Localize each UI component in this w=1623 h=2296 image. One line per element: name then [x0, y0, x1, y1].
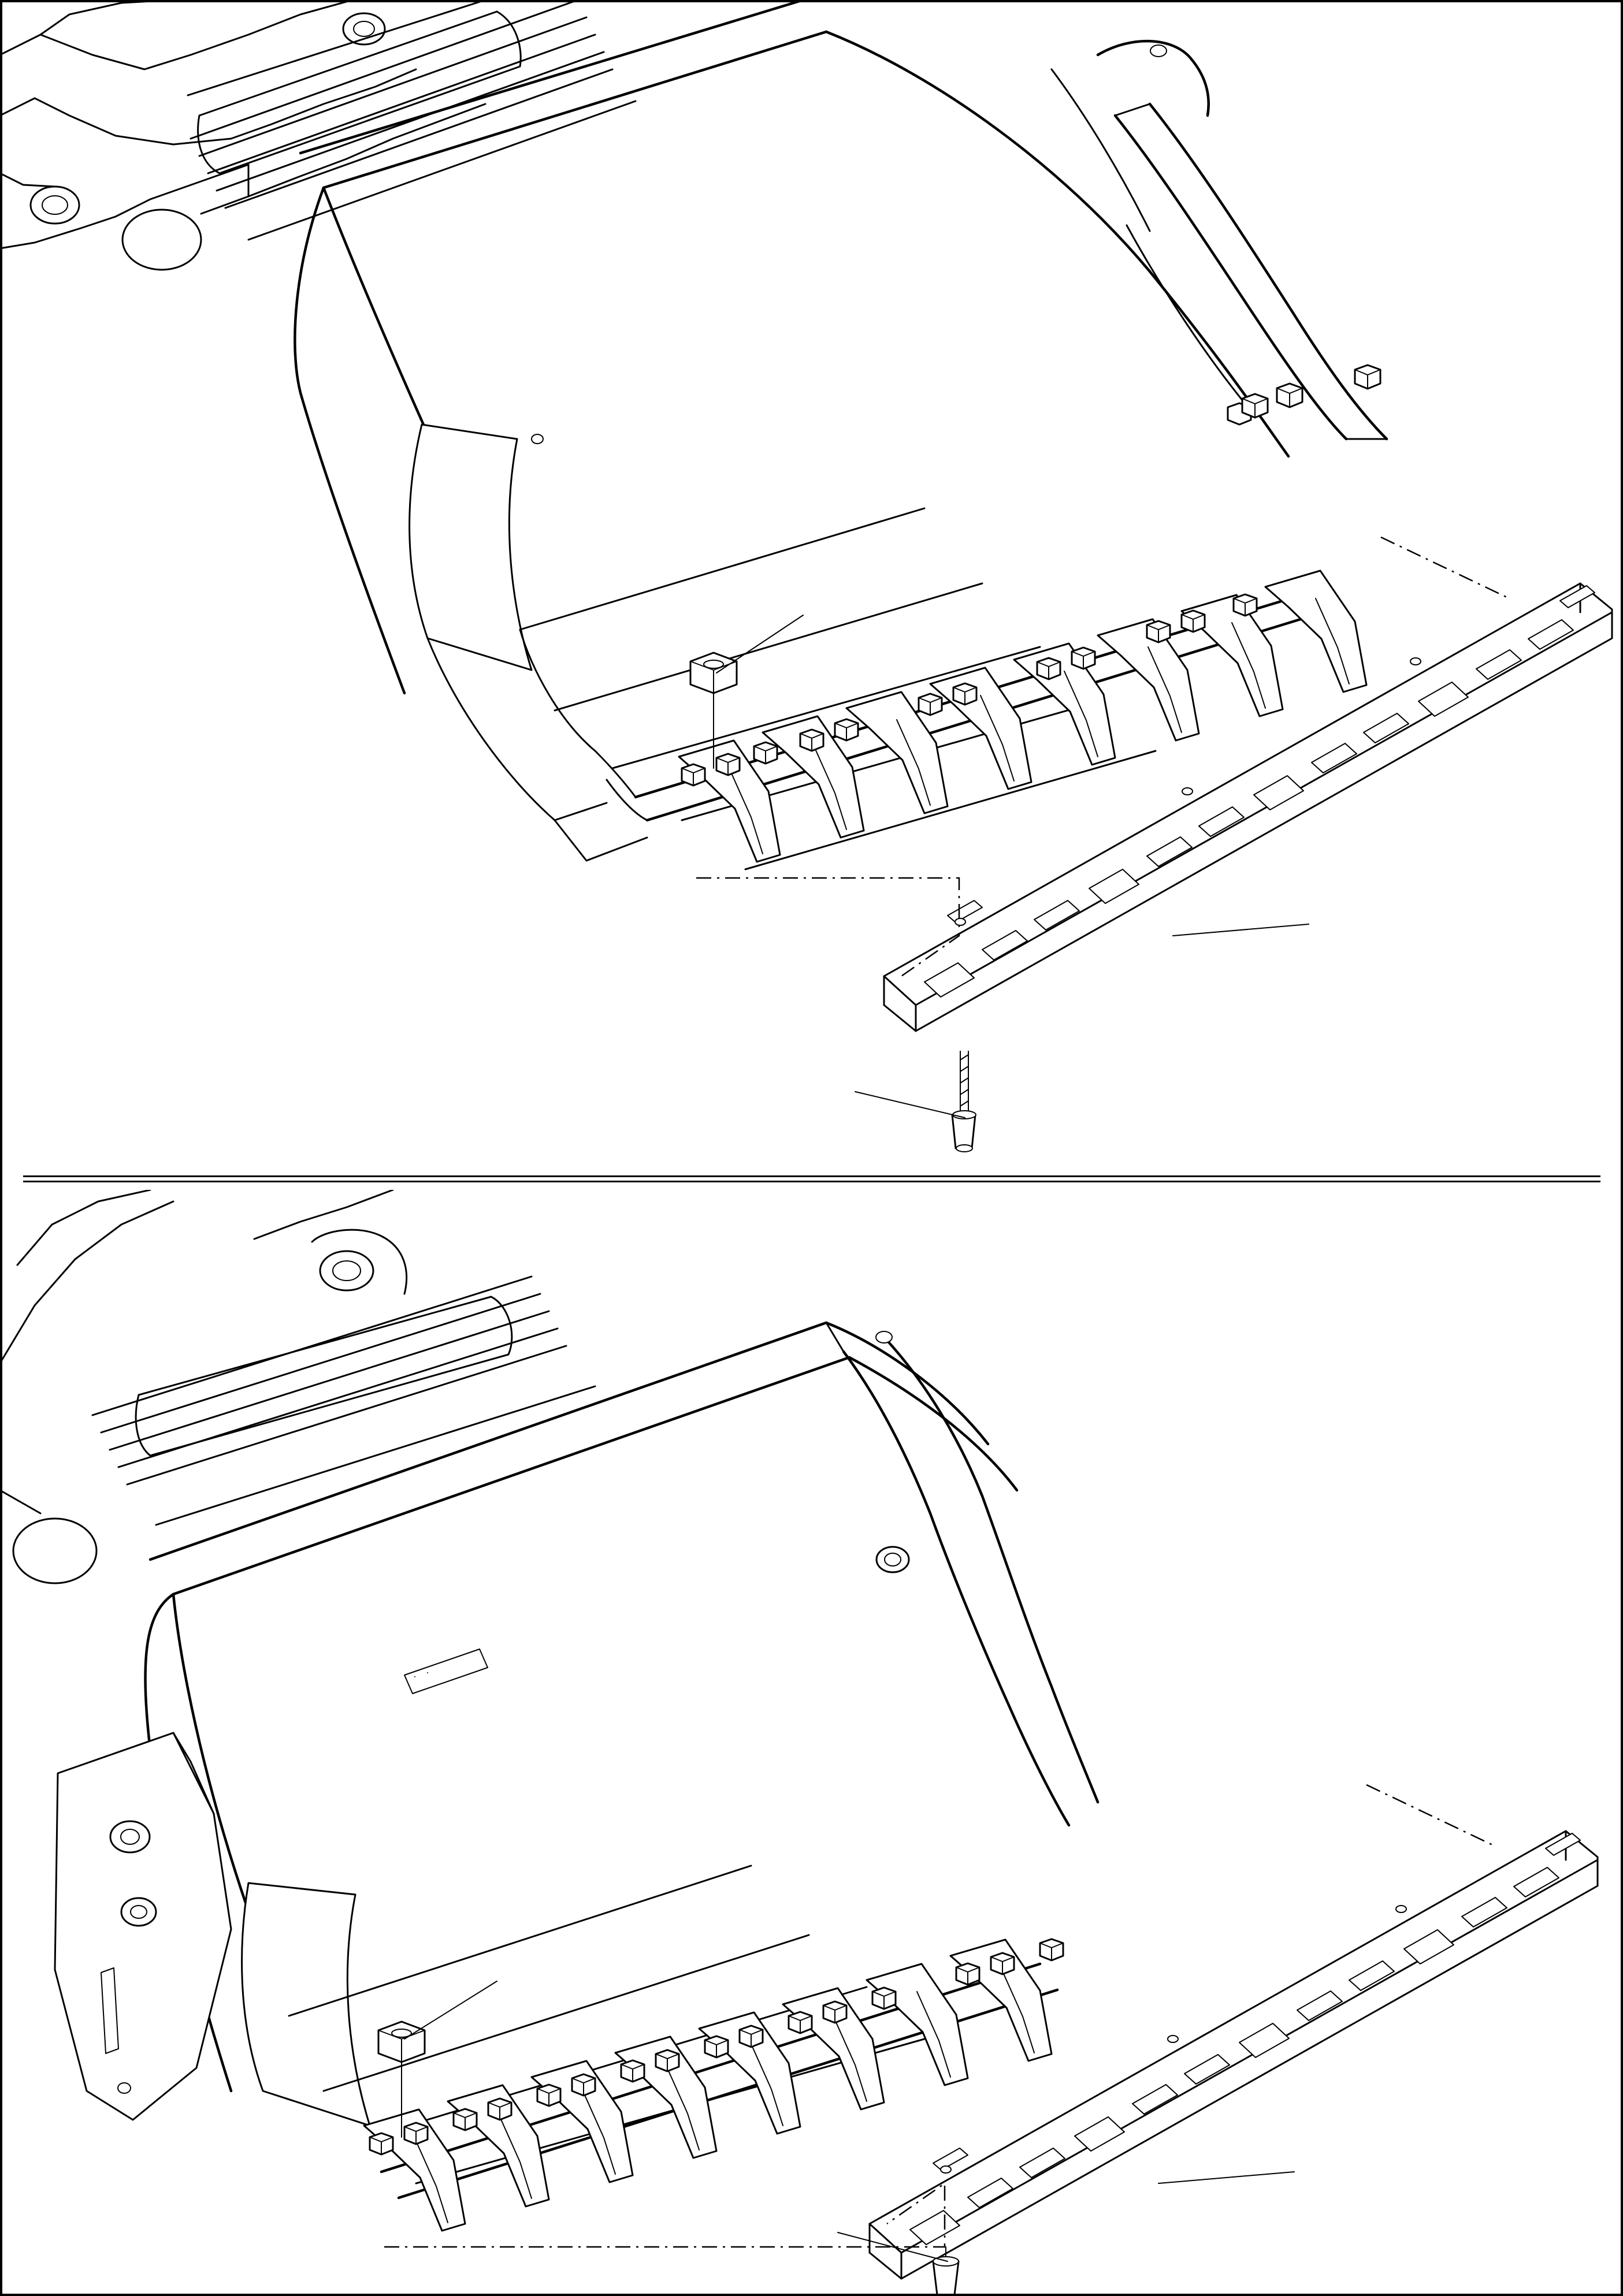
tooth-adapter	[867, 1964, 968, 2085]
lip-bolt	[1234, 594, 1257, 616]
lip-bolt	[572, 2074, 595, 2096]
lip-bolt	[789, 2012, 812, 2033]
lip-bolt	[740, 2026, 763, 2047]
lip-bolt	[919, 694, 942, 715]
lip-bolt	[1147, 621, 1170, 642]
cutting-edge-blade	[870, 1831, 1598, 2279]
lip-bolt	[404, 2123, 428, 2144]
lip-bolt	[705, 2036, 728, 2057]
figure-bottom-artwork	[0, 1190, 1623, 2296]
lip-bolt	[621, 2060, 644, 2082]
panel-divider	[23, 1175, 1600, 1184]
lip-bolt	[1182, 611, 1205, 632]
lip-bolt	[537, 2085, 560, 2106]
lip-bolt	[682, 764, 705, 786]
figure-bottom	[0, 1190, 1623, 2296]
lip-bolt	[835, 719, 858, 740]
lip-bolt	[956, 1963, 979, 1985]
lip-bolt	[1040, 1939, 1063, 1960]
divider-line-lower	[23, 1181, 1600, 1182]
lip-bolt	[488, 2098, 511, 2120]
divider-line-upper	[23, 1175, 1600, 1177]
lip-bolt	[754, 742, 777, 764]
lip-bolt	[1072, 648, 1095, 669]
lip-bolt	[716, 754, 740, 775]
lip-bolt	[454, 2109, 477, 2130]
tooth-adapter	[1014, 643, 1115, 765]
lip-bolt	[656, 2050, 679, 2071]
loader-arm	[0, 1190, 407, 1583]
lip-bolt	[800, 730, 823, 751]
lip-bolt	[370, 2133, 393, 2154]
leader-lines	[716, 615, 1309, 1118]
tooth-adapter	[1265, 571, 1366, 692]
lip-bolt	[823, 2001, 846, 2023]
lip-bolt	[1037, 658, 1060, 679]
lip-bolt	[953, 683, 976, 705]
mounting-bolt	[952, 1051, 976, 1152]
lip-bolt	[872, 1988, 896, 2009]
lip-bolt	[991, 1953, 1014, 1974]
